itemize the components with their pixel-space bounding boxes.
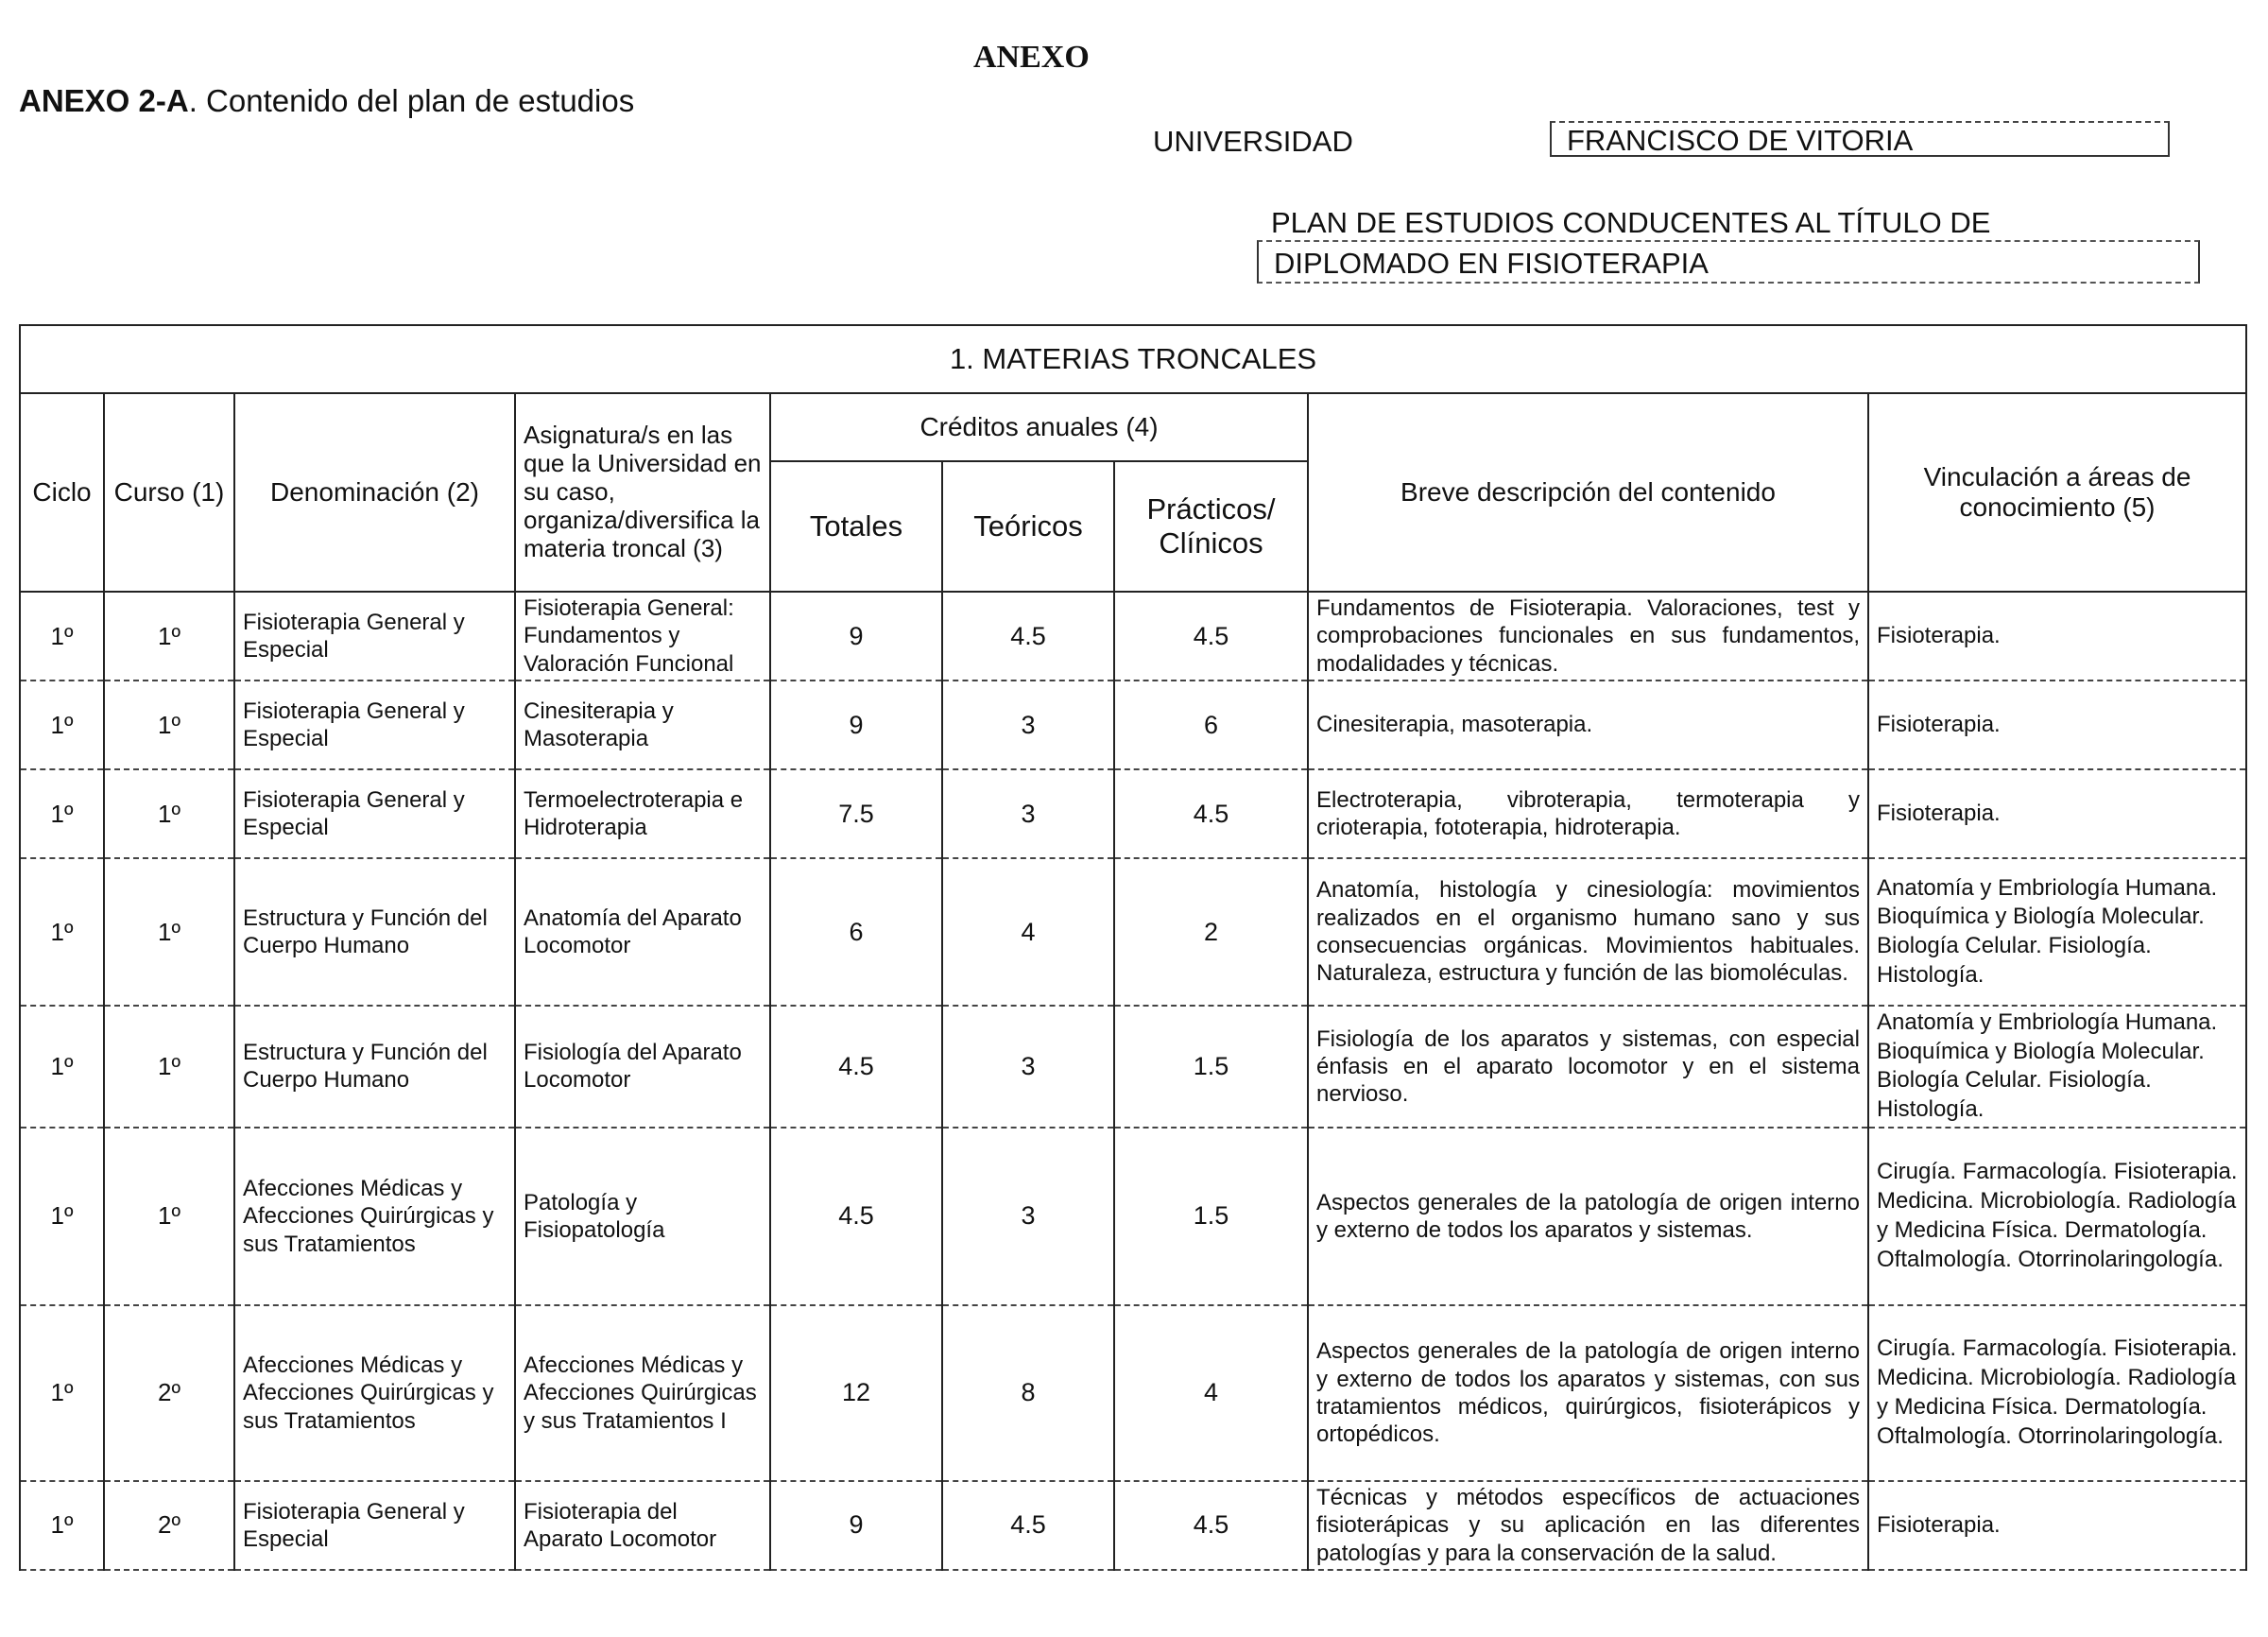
row-vinculacion: Anatomía y Embriología Humana. Bioquímica y Biología Molecular. Biología Celular. Fisiología. Histología.: [1868, 1006, 2246, 1128]
header-vinculacion: Vinculación a áreas de conocimiento (5): [1868, 393, 2246, 592]
document-title: ANEXO: [973, 40, 1090, 75]
row-descripcion: Técnicas y métodos específicos de actuaciones fisioterápicas y su aplicación en las diferentes patologías y para la conservación de la salud.: [1308, 1481, 1868, 1570]
row-descripcion: Fundamentos de Fisioterapia. Valoraciones, test y comprobaciones funcionales en sus fundamentos, modalidades y técnicas.: [1308, 592, 1868, 681]
row-descripcion: Aspectos generales de la patología de origen interno y externo de todos los aparatos y sistemas, con sus tratamientos médicos, quirúrgicos, fisioterápicos y ortopédicos.: [1308, 1305, 1868, 1481]
row-practicos: 1.5: [1114, 1006, 1308, 1128]
annex-code: ANEXO 2-A: [19, 83, 189, 118]
row-vinculacion: Fisioterapia.: [1868, 592, 2246, 681]
header-asignatura: Asignatura/s en las que la Universidad en su caso, organiza/diversifica la materia troncal (3): [515, 393, 770, 592]
table-row: [20, 769, 2246, 858]
table-row: [20, 858, 2246, 1006]
row-asignatura: Cinesiterapia y Masoterapia: [515, 681, 770, 769]
row-totales: 4.5: [770, 1128, 942, 1305]
row-teoricos: 3: [942, 769, 1114, 858]
row-practicos: 6: [1114, 681, 1308, 769]
row-teoricos: 8: [942, 1305, 1114, 1481]
row-denominacion: Afecciones Médicas y Afecciones Quirúrgicas y sus Tratamientos: [234, 1128, 515, 1305]
row-curso: 1º: [104, 769, 234, 858]
header-denominacion: Denominación (2): [234, 393, 515, 592]
row-practicos: 4: [1114, 1305, 1308, 1481]
row-curso: 1º: [104, 592, 234, 681]
row-teoricos: 4.5: [942, 1481, 1114, 1570]
row-practicos: 4.5: [1114, 1481, 1308, 1570]
row-totales: 6: [770, 858, 942, 1006]
row-curso: 2º: [104, 1305, 234, 1481]
row-teoricos: 3: [942, 1006, 1114, 1128]
row-vinculacion: Fisioterapia.: [1868, 681, 2246, 769]
row-practicos: 2: [1114, 858, 1308, 1006]
row-curso: 1º: [104, 858, 234, 1006]
row-teoricos: 4.5: [942, 592, 1114, 681]
row-asignatura: Patología y Fisiopatología: [515, 1128, 770, 1305]
header-curso: Curso (1): [104, 393, 234, 592]
row-denominacion: Estructura y Función del Cuerpo Humano: [234, 858, 515, 1006]
row-descripcion: Electroterapia, vibroterapia, termoterapia y crioterapia, fototerapia, hidroterapia.: [1308, 769, 1868, 858]
row-teoricos: 3: [942, 1128, 1114, 1305]
row-descripcion: Aspectos generales de la patología de origen interno y externo de todos los aparatos y sistemas.: [1308, 1128, 1868, 1305]
row-ciclo: 1º: [20, 1305, 104, 1481]
plan-label: PLAN DE ESTUDIOS CONDUCENTES AL TÍTULO DE: [1271, 206, 1991, 239]
row-curso: 2º: [104, 1481, 234, 1570]
row-asignatura: Afecciones Médicas y Afecciones Quirúrgicas y sus Tratamientos I: [515, 1305, 770, 1481]
row-denominacion: Afecciones Médicas y Afecciones Quirúrgicas y sus Tratamientos: [234, 1305, 515, 1481]
row-curso: 1º: [104, 1006, 234, 1128]
row-practicos: 1.5: [1114, 1128, 1308, 1305]
table-row: [20, 1128, 2246, 1305]
row-denominacion: Estructura y Función del Cuerpo Humano: [234, 1006, 515, 1128]
row-asignatura: Fisiología del Aparato Locomotor: [515, 1006, 770, 1128]
row-ciclo: 1º: [20, 681, 104, 769]
row-curso: 1º: [104, 1128, 234, 1305]
row-totales: 7.5: [770, 769, 942, 858]
table-row: [20, 1481, 2246, 1570]
row-descripcion: Cinesiterapia, masoterapia.: [1308, 681, 1868, 769]
row-asignatura: Anatomía del Aparato Locomotor: [515, 858, 770, 1006]
header-teoricos: Teóricos: [942, 461, 1114, 592]
header-practicos: Prácticos/ Clínicos: [1114, 461, 1308, 592]
row-practicos: 4.5: [1114, 592, 1308, 681]
row-descripcion: Fisiología de los aparatos y sistemas, con especial énfasis en el aparato locomotor y en el sistema nervioso.: [1308, 1006, 1868, 1128]
header-creditos: Créditos anuales (4): [770, 393, 1308, 461]
row-denominacion: Fisioterapia General y Especial: [234, 769, 515, 858]
row-vinculacion: Fisioterapia.: [1868, 769, 2246, 858]
row-curso: 1º: [104, 681, 234, 769]
row-denominacion: Fisioterapia General y Especial: [234, 592, 515, 681]
section-title: 1. MATERIAS TRONCALES: [20, 325, 2246, 393]
materias-troncales-table: [19, 324, 2247, 1571]
row-asignatura: Fisioterapia General: Fundamentos y Valoración Funcional: [515, 592, 770, 681]
table-body: [20, 592, 2246, 1570]
row-ciclo: 1º: [20, 1481, 104, 1570]
row-totales: 9: [770, 681, 942, 769]
header-totales: Totales: [770, 461, 942, 592]
row-ciclo: 1º: [20, 1006, 104, 1128]
row-totales: 4.5: [770, 1006, 942, 1128]
row-denominacion: Fisioterapia General y Especial: [234, 1481, 515, 1570]
row-ciclo: 1º: [20, 592, 104, 681]
row-totales: 9: [770, 1481, 942, 1570]
row-ciclo: 1º: [20, 769, 104, 858]
table-row: [20, 681, 2246, 769]
row-asignatura: Termoelectroterapia e Hidroterapia: [515, 769, 770, 858]
university-label: UNIVERSIDAD: [1153, 125, 1353, 158]
row-practicos: 4.5: [1114, 769, 1308, 858]
row-asignatura: Fisioterapia del Aparato Locomotor: [515, 1481, 770, 1570]
table-row: [20, 1006, 2246, 1128]
table-row: [20, 592, 2246, 681]
row-totales: 12: [770, 1305, 942, 1481]
row-teoricos: 4: [942, 858, 1114, 1006]
plan-value: DIPLOMADO EN FISIOTERAPIA: [1257, 240, 2200, 284]
row-ciclo: 1º: [20, 858, 104, 1006]
row-teoricos: 3: [942, 681, 1114, 769]
row-vinculacion: Anatomía y Embriología Humana. Bioquímica y Biología Molecular. Biología Celular. Fisiología. Histología.: [1868, 858, 2246, 1006]
row-descripcion: Anatomía, histología y cinesiología: movimientos realizados en el organismo humano sano y sus consecuencias orgánicas. Movimientos habituales. Naturaleza, estructura y función de las biomoléculas.: [1308, 858, 1868, 1006]
row-vinculacion: Cirugía. Farmacología. Fisioterapia. Medicina. Microbiología. Radiología y Medicina Física. Dermatología. Oftalmología. Otorrinolaringología.: [1868, 1305, 2246, 1481]
header-ciclo: Ciclo: [20, 393, 104, 592]
row-vinculacion: Cirugía. Farmacología. Fisioterapia. Medicina. Microbiología. Radiología y Medicina Física. Dermatología. Oftalmología. Otorrinolaringología.: [1868, 1128, 2246, 1305]
table-row: [20, 1305, 2246, 1481]
annex-description: . Contenido del plan de estudios: [188, 83, 635, 118]
row-denominacion: Fisioterapia General y Especial: [234, 681, 515, 769]
university-value: FRANCISCO DE VITORIA: [1550, 121, 2170, 157]
header-descripcion: Breve descripción del contenido: [1308, 393, 1868, 592]
row-ciclo: 1º: [20, 1128, 104, 1305]
annex-subtitle: [19, 83, 634, 119]
row-vinculacion: Fisioterapia.: [1868, 1481, 2246, 1570]
row-totales: 9: [770, 592, 942, 681]
